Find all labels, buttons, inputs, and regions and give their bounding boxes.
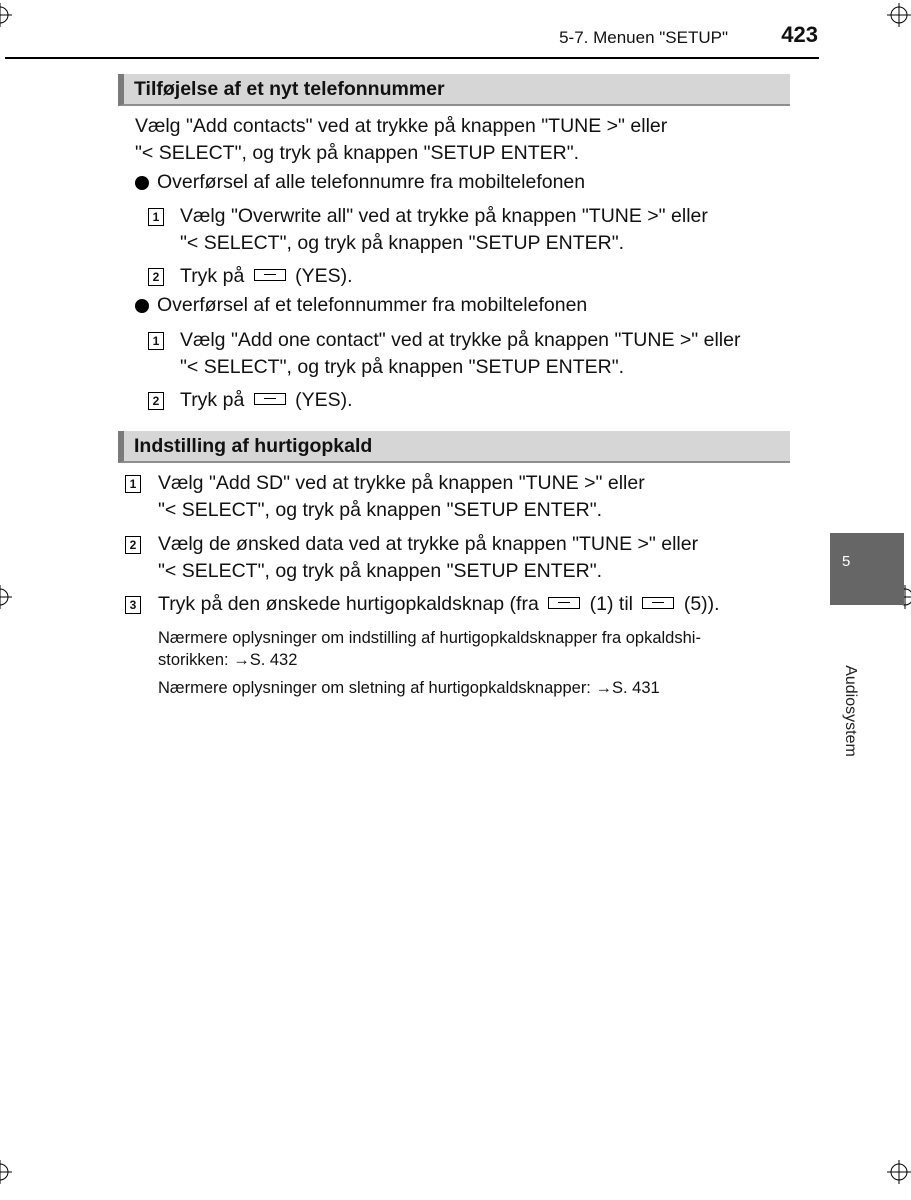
chapter-label: Audiosystem xyxy=(842,665,859,757)
chapter-number: 5 xyxy=(842,553,851,570)
bullet-dot-icon xyxy=(135,176,149,190)
intro-line: "< SELECT", og tryk på knappen "SETUP ENTER". xyxy=(135,142,580,164)
step-number: 2 xyxy=(148,392,164,410)
running-header: 5-7. Menuen "SETUP" xyxy=(559,28,728,47)
step-text xyxy=(158,470,785,524)
step-line: "< SELECT", og tryk på knappen "SETUP ENTER". xyxy=(158,560,603,582)
page-number: 423 xyxy=(781,22,818,47)
note xyxy=(158,627,788,671)
step-text-part: (1) til xyxy=(589,593,633,615)
preset-button-icon xyxy=(642,597,674,609)
step-number: 1 xyxy=(125,475,141,493)
bullet-dot-icon xyxy=(135,299,149,313)
step-line: "< SELECT", og tryk på knappen "SETUP ENTER". xyxy=(180,232,625,254)
section-intro xyxy=(135,113,785,167)
step-text-after: (YES). xyxy=(295,389,353,411)
step-number: 1 xyxy=(148,332,164,350)
step-number: 3 xyxy=(125,596,141,614)
preset-button-icon xyxy=(548,597,580,609)
note-line: Nærmere oplysninger om indstilling af hurtigopkaldsknapper fra opkaldshi- xyxy=(158,629,701,647)
step-text xyxy=(158,531,785,585)
step-number: 2 xyxy=(148,268,164,286)
step-text-before: Tryk på xyxy=(180,265,245,287)
preset-button-icon xyxy=(254,393,286,405)
step-text xyxy=(180,203,785,257)
bullet-heading: Overførsel af et telefonnummer fra mobiltelefonen xyxy=(157,294,588,316)
step-number: 1 xyxy=(148,208,164,226)
section-heading: Indstilling af hurtigopkald xyxy=(118,431,790,463)
header-rule xyxy=(5,57,819,59)
step-text-part: (5)). xyxy=(683,593,720,615)
intro-line: Vælg "Add contacts" ved at trykke på knappen "TUNE >" eller xyxy=(135,115,668,137)
crop-mark-icon xyxy=(887,3,911,27)
crop-mark-icon xyxy=(0,1160,12,1184)
step-line: Vælg "Add SD" ved at trykke på knappen "TUNE >" eller xyxy=(158,472,645,494)
step-text xyxy=(180,263,785,290)
note-line: storikken: →S. 432 xyxy=(158,651,298,669)
step-text-part: Tryk på den ønskede hurtigopkaldsknap (fra xyxy=(158,593,539,615)
preset-button-icon xyxy=(254,269,286,281)
step-text xyxy=(180,327,785,381)
step-text-after: (YES). xyxy=(295,265,353,287)
crop-mark-icon xyxy=(0,3,12,27)
step-number: 2 xyxy=(125,536,141,554)
section-heading: Tilføjelse af et nyt telefonnummer xyxy=(118,74,790,106)
note-line: Nærmere oplysninger om sletning af hurtigopkaldsknapper: →S. 431 xyxy=(158,679,660,697)
note xyxy=(158,677,788,699)
step-line: Vælg "Overwrite all" ved at trykke på knappen "TUNE >" eller xyxy=(180,205,708,227)
step-line: "< SELECT", og tryk på knappen "SETUP ENTER". xyxy=(180,356,625,378)
crop-mark-icon xyxy=(0,585,12,609)
bullet-heading: Overførsel af alle telefonnumre fra mobiltelefonen xyxy=(157,171,586,193)
step-line: Vælg de ønsked data ved at trykke på knappen "TUNE >" eller xyxy=(158,533,699,555)
step-line: Vælg "Add one contact" ved at trykke på knappen "TUNE >" eller xyxy=(180,329,741,351)
step-text xyxy=(158,591,785,618)
step-line: "< SELECT", og tryk på knappen "SETUP ENTER". xyxy=(158,499,603,521)
step-text xyxy=(180,387,785,414)
step-text-before: Tryk på xyxy=(180,389,245,411)
crop-mark-icon xyxy=(887,1160,911,1184)
chapter-tab xyxy=(830,533,904,605)
